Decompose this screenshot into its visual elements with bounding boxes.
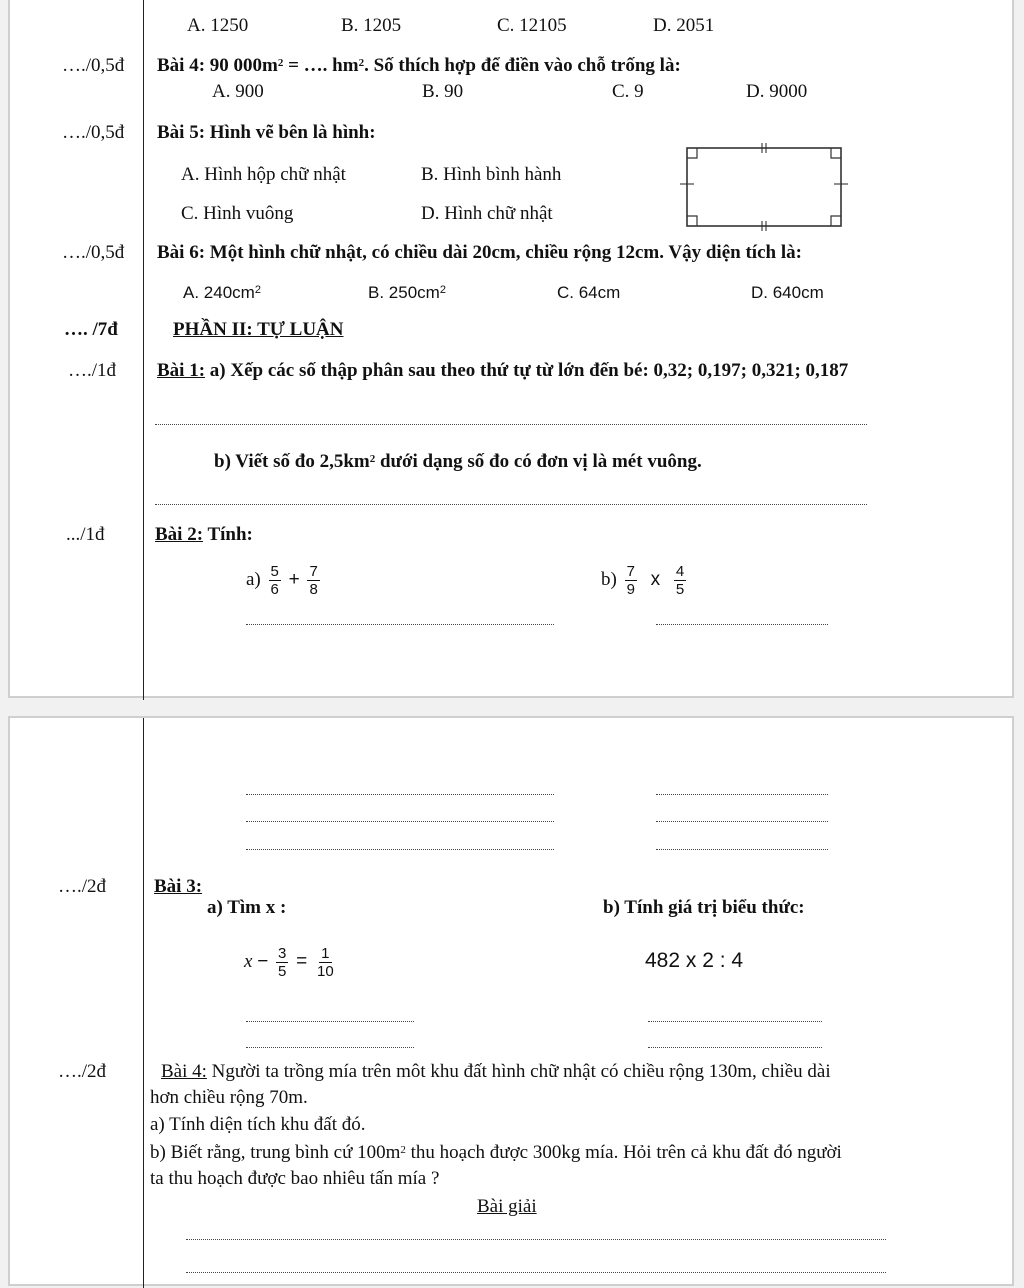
q6-option-c: C. 64cm: [557, 283, 621, 302]
e2-part-b: b) $\frac{7}{9}$ x $\frac{4}{5}$: [601, 563, 685, 599]
q3-option-b: B. 1205: [341, 15, 402, 36]
q3-option-d: D. 2051: [653, 15, 715, 36]
q6-option-a: A. $240cm^2$: [183, 283, 261, 302]
e2-title: Bài 2: Tính:: [155, 524, 253, 545]
q5-option-b: B. Hình bình hành: [421, 164, 562, 185]
q5-question: Bài 5: Hình vẽ bên là hình:: [157, 122, 376, 143]
part2-score: …. /7đ: [64, 319, 118, 340]
q3-option-a: A. 1250: [187, 15, 249, 36]
q4-option-b: B. 90: [422, 81, 464, 102]
e4-part-b: b) Biết rằng, trung bình cứ $100m^2$ thu hoạch được 300kg mía. Hỏi trên cả khu đất đó người: [150, 1142, 842, 1163]
e4-line-2: hơn chiều rộng 70m.: [150, 1087, 308, 1108]
e3-equation: x − $\frac{3}{5}$ = $\frac{1}{10}$: [244, 945, 334, 981]
rectangle-figure: [678, 140, 850, 232]
part2-title: PHẦN II: TỰ LUẬN: [173, 319, 344, 340]
q5-score: …./0,5đ: [62, 122, 125, 143]
q4-score: …./0,5đ: [62, 55, 125, 76]
q4-option-c: C. 9: [612, 81, 644, 102]
answer-line: [648, 1021, 822, 1022]
q5-option-a: A. Hình hộp chữ nhật: [181, 164, 346, 185]
e2-part-a: a) $\frac{5}{6}$ + $\frac{7}{8}$: [246, 563, 318, 599]
e1-question-b: b) Viết số đo $2,5km^2$ dưới dạng số đo có đơn vị là mét vuông.: [214, 451, 702, 472]
q6-option-d: D. 640cm: [751, 283, 824, 302]
q5-option-c: C. Hình vuông: [181, 203, 294, 224]
answer-line: [656, 849, 828, 850]
e3-part-a: a) Tìm x :: [207, 897, 287, 918]
e1-question-a: Bài 1: a) Xếp các số thập phân sau theo thứ tự từ lớn đến bé: 0,32; 0,197; 0,321; 0,187: [157, 360, 849, 381]
e4-solution-heading: Bài giải: [477, 1196, 537, 1217]
e4-line-1: Bài 4: Người ta trồng mía trên môt khu đất hình chữ nhật có chiều rộng 130m, chiều dài: [161, 1061, 831, 1082]
score-column-divider: [143, 0, 144, 700]
score-column-divider: [143, 718, 144, 1288]
q4-question: Bài 4: 90 $000m^2$ = …. $hm^2$. Số thích hợp để điền vào chỗ trống là:: [157, 55, 681, 76]
answer-line: [246, 624, 554, 625]
e3-score: …./2đ: [58, 876, 107, 897]
q4-option-a: A. 900: [212, 81, 264, 102]
answer-line: [155, 424, 867, 425]
e4-part-a: a) Tính diện tích khu đất đó.: [150, 1114, 366, 1135]
q5-option-d: D. Hình chữ nhật: [421, 203, 553, 224]
e4-part-b-cont: ta thu hoạch được bao nhiêu tấn mía ?: [150, 1168, 440, 1189]
e3-expression: 482 x 2 : 4: [645, 949, 744, 972]
answer-line: [648, 1047, 822, 1048]
e3-part-b: b) Tính giá trị biểu thức:: [603, 897, 805, 918]
worksheet-page-1: [8, 0, 1014, 698]
q4-option-d: D. 9000: [746, 81, 808, 102]
q6-score: …./0,5đ: [62, 242, 125, 263]
q6-question: Bài 6: Một hình chữ nhật, có chiều dài 20cm, chiều rộng 12cm. Vậy diện tích là:: [157, 242, 802, 263]
answer-line: [186, 1239, 886, 1240]
e4-score: …./2đ: [58, 1061, 107, 1082]
answer-line: [155, 504, 867, 505]
q3-option-c: C. 12105: [497, 15, 567, 36]
answer-line: [656, 794, 828, 795]
e2-score: .../1đ: [66, 524, 105, 545]
answer-line: [656, 624, 828, 625]
answer-line: [186, 1272, 886, 1273]
answer-line: [246, 1021, 414, 1022]
e1-score: …./1đ: [68, 360, 117, 381]
answer-line: [246, 821, 554, 822]
e3-label: Bài 3:: [154, 876, 203, 897]
answer-line: [656, 821, 828, 822]
answer-line: [246, 849, 554, 850]
answer-line: [246, 1047, 414, 1048]
answer-line: [246, 794, 554, 795]
q6-option-b: B. $250cm^2$: [368, 283, 446, 302]
